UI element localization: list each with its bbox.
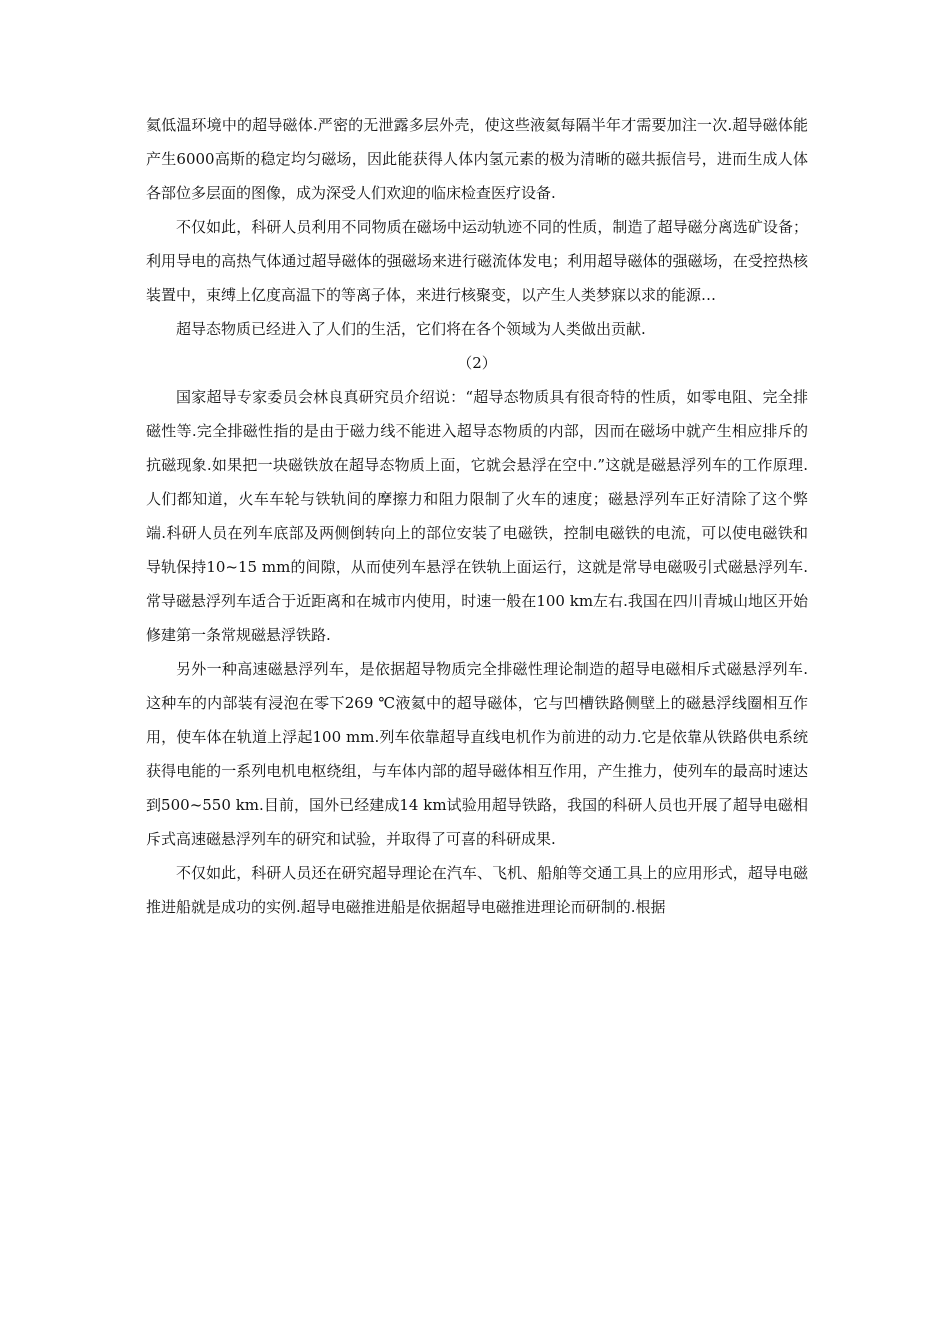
paragraph-2: 不仅如此，科研人员利用不同物质在磁场中运动轨迹不同的性质，制造了超导磁分离选矿设备；利用导电的高热气体通过超导磁体的强磁场来进行磁流体发电；利用超导磁体的强磁场，在受控热核装置中，束缚上亿度高温下的等离子体，来进行核聚变，以产生人类梦寐以求的能源… bbox=[146, 218, 808, 304]
paragraph-3: 超导态物质已经进入了人们的生活，它们将在各个领域为人类做出贡献. bbox=[176, 320, 646, 338]
section-number: （2） bbox=[457, 354, 497, 372]
paragraph-6: 不仅如此，科研人员还在研究超导理论在汽车、飞机、船舶等交通工具上的应用形式，超导电磁推进船就是成功的实例.超导电磁推进船是依据超导电磁推进理论而研制的.根据 bbox=[146, 864, 808, 916]
paragraph-1: 氦低温环境中的超导磁体.严密的无泄露多层外壳，使这些液氦每隔半年才需要加注一次.超导磁体能产生6000高斯的稳定均匀磁场，因此能获得人体内氢元素的极为清晰的磁共振信号，进而生成人体各部位多层面的图像，成为深受人们欢迎的临床检查医疗设备. bbox=[146, 116, 808, 202]
document-page bbox=[146, 108, 808, 924]
paragraph-4: 国家超导专家委员会林良真研究员介绍说：“超导态物质具有很奇特的性质，如零电阻、完全排磁性等.完全排磁性指的是由于磁力线不能进入超导态物质的内部，因而在磁场中就产生相应排斥的抗磁现象.如果把一块磁铁放在超导态物质上面，它就会悬浮在空中.”这就是磁悬浮列车的工作原理.人们都知道，火车车轮与铁轨间的摩擦力和阻力限制了火车的速度；磁悬浮列车正好清除了这个弊端.科研人员在列车底部及两侧倒转向上的部位安装了电磁铁，控制电磁铁的电流，可以使电磁铁和导轨保持10~15 mm的间隙，从而使列车悬浮在铁轨上面运行，这就是常导电磁吸引式磁悬浮列车.常导磁悬浮列车适合于近距离和在城市内使用，时速一般在100 km左右.我国在四川青城山地区开始修建第一条常规磁悬浮铁路. bbox=[146, 388, 808, 644]
paragraph-5: 另外一种高速磁悬浮列车，是依据超导物质完全排磁性理论制造的超导电磁相斥式磁悬浮列车.这种车的内部装有浸泡在零下269 ℃液氦中的超导磁体，它与凹槽铁路侧壁上的磁悬浮线圈相互作用，使车体在轨道上浮起100 mm.列车依靠超导直线电机作为前进的动力.它是依靠从铁路供电系统获得电能的一系列电机电枢绕组，与车体内部的超导磁体相互作用，产生推力，使列车的最高时速达到500~550 km.目前，国外已经建成14 km试验用超导铁路，我国的科研人员也开展了超导电磁相斥式高速磁悬浮列车的研究和试验，并取得了可喜的科研成果. bbox=[146, 660, 808, 848]
